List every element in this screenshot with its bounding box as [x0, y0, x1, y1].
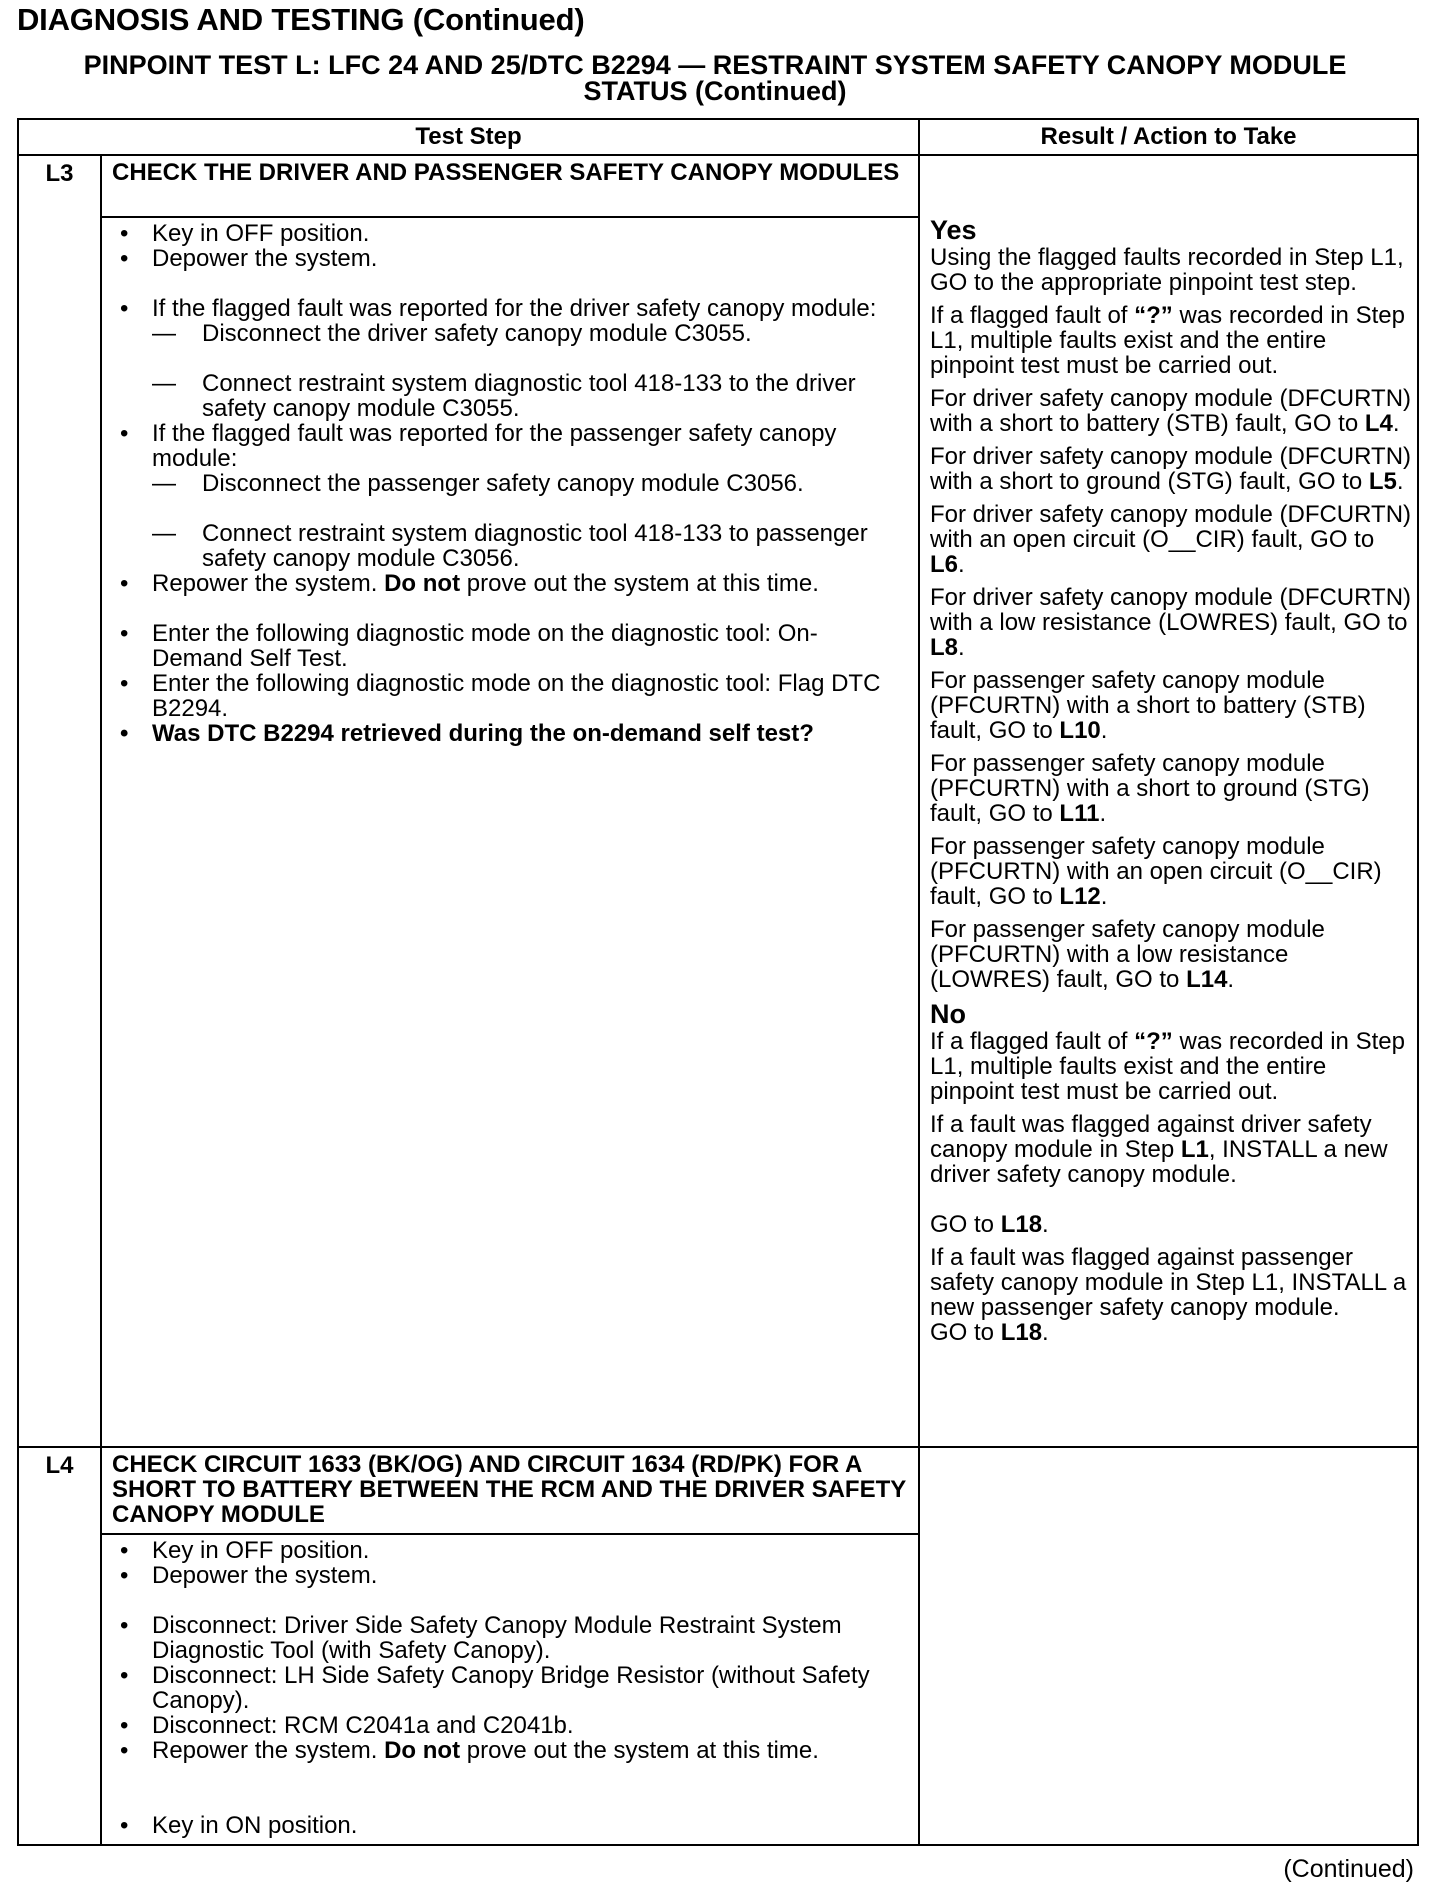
step-body-l4: [101, 1534, 919, 1845]
result-yes-label: Yes: [930, 215, 977, 245]
list-item: • Repower the system. Do not prove out the system at this time.: [112, 571, 908, 596]
list-sub-item: — Disconnect the passenger safety canopy module C3056.: [152, 471, 908, 496]
result-yes-paragraph: Using the flagged faults recorded in Step L1, GO to the appropriate pinpoint test step.: [930, 244, 1404, 296]
list-item: • Disconnect: LH Side Safety Canopy Bridge Resistor (without Safety Canopy).: [112, 1663, 908, 1713]
step-title-l4: CHECK CIRCUIT 1633 (BK/OG) AND CIRCUIT 1634 (RD/PK) FOR A SHORT TO BATTERY BETWEEN THE RCM AND THE DRIVER SAFETY CANOPY MODULE: [101, 1447, 919, 1534]
header-test-step: Test Step: [18, 119, 919, 155]
result-no-paragraph: If a flagged fault of “?” was recorded in Step L1, multiple faults exist and the entire pinpoint test must be carried out.: [930, 1028, 1405, 1105]
result-cell-l4: [919, 1447, 1418, 1845]
list-item: • Depower the system.: [112, 246, 908, 271]
result-cell-l3: [919, 155, 1418, 1447]
step-id-l4: L4: [18, 1447, 101, 1845]
result-yes-goto: For driver safety canopy module (DFCURTN) with a low resistance (LOWRES) fault, GO to L8.: [930, 584, 1412, 661]
list-sub-item: — Connect restraint system diagnostic tool 418-133 to passenger safety canopy module C3056.: [152, 521, 908, 571]
pinpoint-test-table: [17, 118, 1419, 1846]
list-item: • If the flagged fault was reported for the driver safety canopy module: — Disconnect the driver safety canopy module C3055. — Connect restraint system diagnostic tool 418-133 to the driver safety canopy module C3055.: [112, 296, 908, 421]
result-no-paragraph: If a fault was flagged against driver safety canopy module in Step L1, INSTALL a new driver safety canopy module.: [930, 1111, 1388, 1188]
result-yes-paragraph: If a flagged fault of “?” was recorded in Step L1, multiple faults exist and the entire pinpoint test must be carried out.: [930, 302, 1405, 379]
list-item-question: • Was DTC B2294 retrieved during the on-demand self test?: [112, 721, 908, 746]
result-yes-goto: For passenger safety canopy module (PFCURTN) with an open circuit (O__CIR) fault, GO to L12.: [930, 833, 1382, 910]
result-no-goto: GO to L18.: [930, 1211, 1049, 1238]
page-heading: DIAGNOSIS AND TESTING (Continued): [17, 2, 585, 37]
list-item: • Key in OFF position.: [112, 221, 908, 246]
list-item: • Disconnect: RCM C2041a and C2041b.: [112, 1713, 908, 1738]
list-item: • Disconnect: Driver Side Safety Canopy Module Restraint System Diagnostic Tool (with Safety Canopy).: [112, 1613, 908, 1663]
list-item: • Repower the system. Do not prove out the system at this time.: [112, 1738, 908, 1763]
list-sub-item: — Connect restraint system diagnostic tool 418-133 to the driver safety canopy module C3055.: [152, 371, 908, 421]
list-item: • Enter the following diagnostic mode on the diagnostic tool: On-Demand Self Test.: [112, 621, 908, 671]
result-no-label: No: [930, 999, 966, 1029]
result-no-paragraph: If a fault was flagged against passenger safety canopy module in Step L1, INSTALL a new passenger safety canopy module.: [930, 1244, 1407, 1321]
pinpoint-test-title: PINPOINT TEST L: LFC 24 AND 25/DTC B2294 — RESTRAINT SYSTEM SAFETY CANOPY MODULE STATUS (Continued): [83, 50, 1347, 106]
result-yes-goto: For passenger safety canopy module (PFCURTN) with a short to battery (STB) fault, GO to L10.: [930, 667, 1366, 744]
list-item: • Key in ON position.: [112, 1813, 908, 1838]
result-yes-goto: For passenger safety canopy module (PFCURTN) with a low resistance (LOWRES) fault, GO to L14.: [930, 916, 1325, 993]
result-yes-goto: For passenger safety canopy module (PFCURTN) with a short to ground (STG) fault, GO to L11.: [930, 750, 1370, 827]
list-sub-item: — Disconnect the driver safety canopy module C3055.: [152, 321, 908, 346]
step-l4-title-row: [18, 1447, 1418, 1534]
step-list-l3: [112, 221, 908, 746]
step-title-l3: CHECK THE DRIVER AND PASSENGER SAFETY CANOPY MODULES: [101, 155, 919, 217]
result-yes-goto: For driver safety canopy module (DFCURTN) with a short to ground (STG) fault, GO to L5.: [930, 443, 1412, 495]
step-list-l4: [112, 1538, 908, 1838]
header-result-action: Result / Action to Take: [919, 119, 1418, 155]
step-l3-title-row: [18, 155, 1418, 217]
result-no-goto: GO to L18.: [930, 1319, 1049, 1346]
list-item: • If the flagged fault was reported for the passenger safety canopy module: — Disconnect the passenger safety canopy module C3056. — Connect restraint system diagnostic tool 418-133 to passenger safety canopy module C3056.: [112, 421, 908, 571]
result-yes-goto: For driver safety canopy module (DFCURTN) with a short to battery (STB) fault, GO to L4.: [930, 385, 1412, 437]
step-body-l3: [101, 217, 919, 1447]
list-item: • Key in OFF position.: [112, 1538, 908, 1563]
list-item: • Enter the following diagnostic mode on the diagnostic tool: Flag DTC B2294.: [112, 671, 908, 721]
continued-label: (Continued): [1283, 1855, 1414, 1883]
table-header-row: [18, 119, 1418, 155]
list-item: • Depower the system.: [112, 1563, 908, 1588]
step-id-l3: L3: [18, 155, 101, 1447]
result-yes-goto: For driver safety canopy module (DFCURTN) with an open circuit (O__CIR) fault, GO to L6.: [930, 501, 1412, 578]
